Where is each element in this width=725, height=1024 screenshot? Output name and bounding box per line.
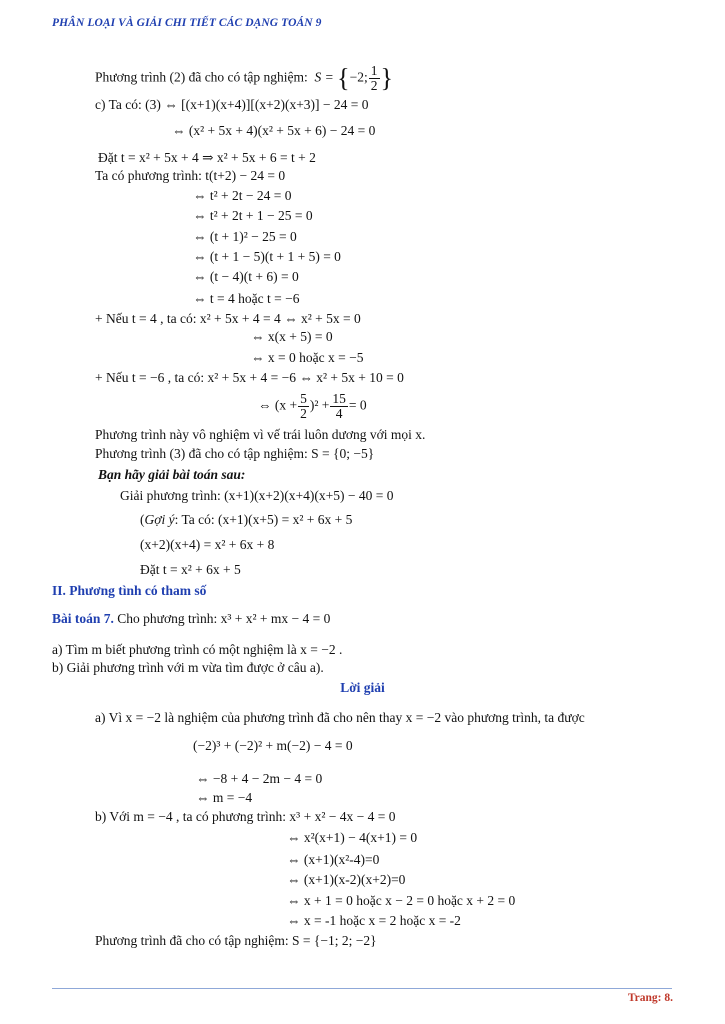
problem-statement (52, 610, 330, 628)
text-line: Phương trình này vô nghiệm vì vế trái luôn dương với mọi x. (95, 427, 426, 442)
text: Phương trình (2) đã cho có tập nghiệm: (95, 69, 308, 85)
hint-line: Đặt t = x² + 6x + 5 (140, 562, 241, 577)
step-line: ⇔ x + 1 = 0 hoặc x − 2 = 0 hoặc x + 2 = 0 (287, 893, 516, 908)
footer-divider (52, 988, 672, 989)
step-line: ⇔ m = −4 (196, 790, 253, 805)
step-line: ⇔ t² + 2t + 1 − 25 = 0 (193, 208, 313, 223)
exercise-heading: Bạn hãy giải bài toán sau: (98, 467, 246, 482)
left-brace: { (337, 63, 350, 93)
step-line: ⇔ x = 0 hoặc x = −5 (251, 350, 364, 365)
numerator: 5 (300, 391, 307, 406)
step-line: ⇔ (t + 1 − 5)(t + 1 + 5) = 0 (193, 249, 341, 264)
step-line: ⇔ (x+1)(x²-4)=0 (287, 852, 380, 867)
step-line: ⇔ t² + 2t − 24 = 0 (193, 188, 292, 203)
text: ⇔ (x + (258, 397, 298, 413)
set-value: −2; (349, 69, 368, 85)
step-line-fraction (258, 392, 367, 421)
denominator: 4 (335, 406, 343, 421)
text: ( (140, 512, 145, 527)
step-line: ⇔ −8 + 4 − 2m − 4 = 0 (196, 771, 323, 786)
step-line: ⇔ x = -1 hoặc x = 2 hoặc x = -2 (287, 913, 461, 928)
case-line: + Nếu t = −6 , ta có: x² + 5x + 4 = −6 ⇔ x² + 5x + 10 = 0 (95, 370, 404, 385)
hint-line: (x+2)(x+4) = x² + 6x + 8 (140, 537, 275, 552)
page-number: Trang: 8. (627, 992, 673, 1004)
text: : Ta có: (x+1)(x+5) = x² + 6x + 5 (174, 512, 353, 527)
text: )² + (309, 397, 330, 413)
case-line: + Nếu t = 4 , ta có: x² + 5x + 4 = 4 ⇔ x² + 5x = 0 (95, 311, 361, 326)
step-line: ⇔ x(x + 5) = 0 (251, 329, 333, 344)
hint-label: Gợi ý (144, 512, 175, 527)
step-line: ⇔ x²(x+1) − 4(x+1) = 0 (287, 830, 418, 845)
numerator: 1 (370, 63, 378, 78)
substitution-line: Đặt t = x² + 5x + 4 ⇒ x² + 5x + 6 = t + 2 (98, 150, 316, 165)
problem-text: Cho phương trình: x³ + x² + mx − 4 = 0 (113, 611, 331, 626)
page-header: PHÂN LOẠI VÀ GIẢI CHI TIẾT CÁC DẠNG TOÁN 9 (52, 17, 322, 29)
step-line: ⇔ (t + 1)² − 25 = 0 (193, 229, 297, 244)
numerator: 15 (332, 391, 346, 406)
text: = 0 (348, 397, 367, 413)
denominator: 2 (300, 406, 307, 421)
fraction (330, 392, 348, 421)
step-line: c) Ta có: (3) ⇔ [(x+1)(x+4)][(x+2)(x+3)] − 24 = 0 (95, 97, 369, 112)
question-b: b) Giải phương trình với m vừa tìm được ở câu a). (52, 660, 324, 675)
question-a: a) Tìm m biết phương trình có một nghiệm là x = −2 . (52, 642, 343, 657)
exercise-equation: Giải phương trình: (x+1)(x+2)(x+4)(x+5) − 40 = 0 (120, 488, 394, 503)
step-line: ⇔ (x² + 5x + 4)(x² + 5x + 6) − 24 = 0 (172, 123, 376, 138)
step-line: ⇔ t = 4 hoặc t = −6 (193, 291, 300, 306)
fraction (369, 64, 380, 93)
hint-line (140, 511, 352, 529)
solution-heading: Lời giải (340, 680, 385, 695)
right-brace: } (380, 63, 394, 93)
section-heading: II. Phương tình có tham số (52, 583, 207, 598)
problem-label: Bài toán 7. (52, 611, 114, 626)
solution-line: b) Với m = −4 , ta có phương trình: x³ + x² − 4x − 4 = 0 (95, 809, 396, 824)
final-solution-set: Phương trình đã cho có tập nghiệm: S = {−1; 2; −2} (95, 933, 377, 948)
step-line: ⇔ (t − 4)(t + 6) = 0 (193, 269, 299, 284)
solution-set-line-2 (95, 64, 393, 93)
fraction (298, 392, 309, 421)
step-line: (−2)³ + (−2)² + m(−2) − 4 = 0 (193, 738, 353, 753)
set-symbol: S = (311, 69, 334, 85)
step-line: Ta có phương trình: t(t+2) − 24 = 0 (95, 168, 286, 183)
denominator: 2 (370, 78, 378, 93)
solution-line: a) Vì x = −2 là nghiệm của phương trình đã cho nên thay x = −2 vào phương trình, ta được (95, 710, 585, 725)
solution-set-line-3: Phương trình (3) đã cho có tập nghiệm: S = {0; −5} (95, 446, 375, 461)
step-line: ⇔ (x+1)(x-2)(x+2)=0 (287, 872, 406, 887)
